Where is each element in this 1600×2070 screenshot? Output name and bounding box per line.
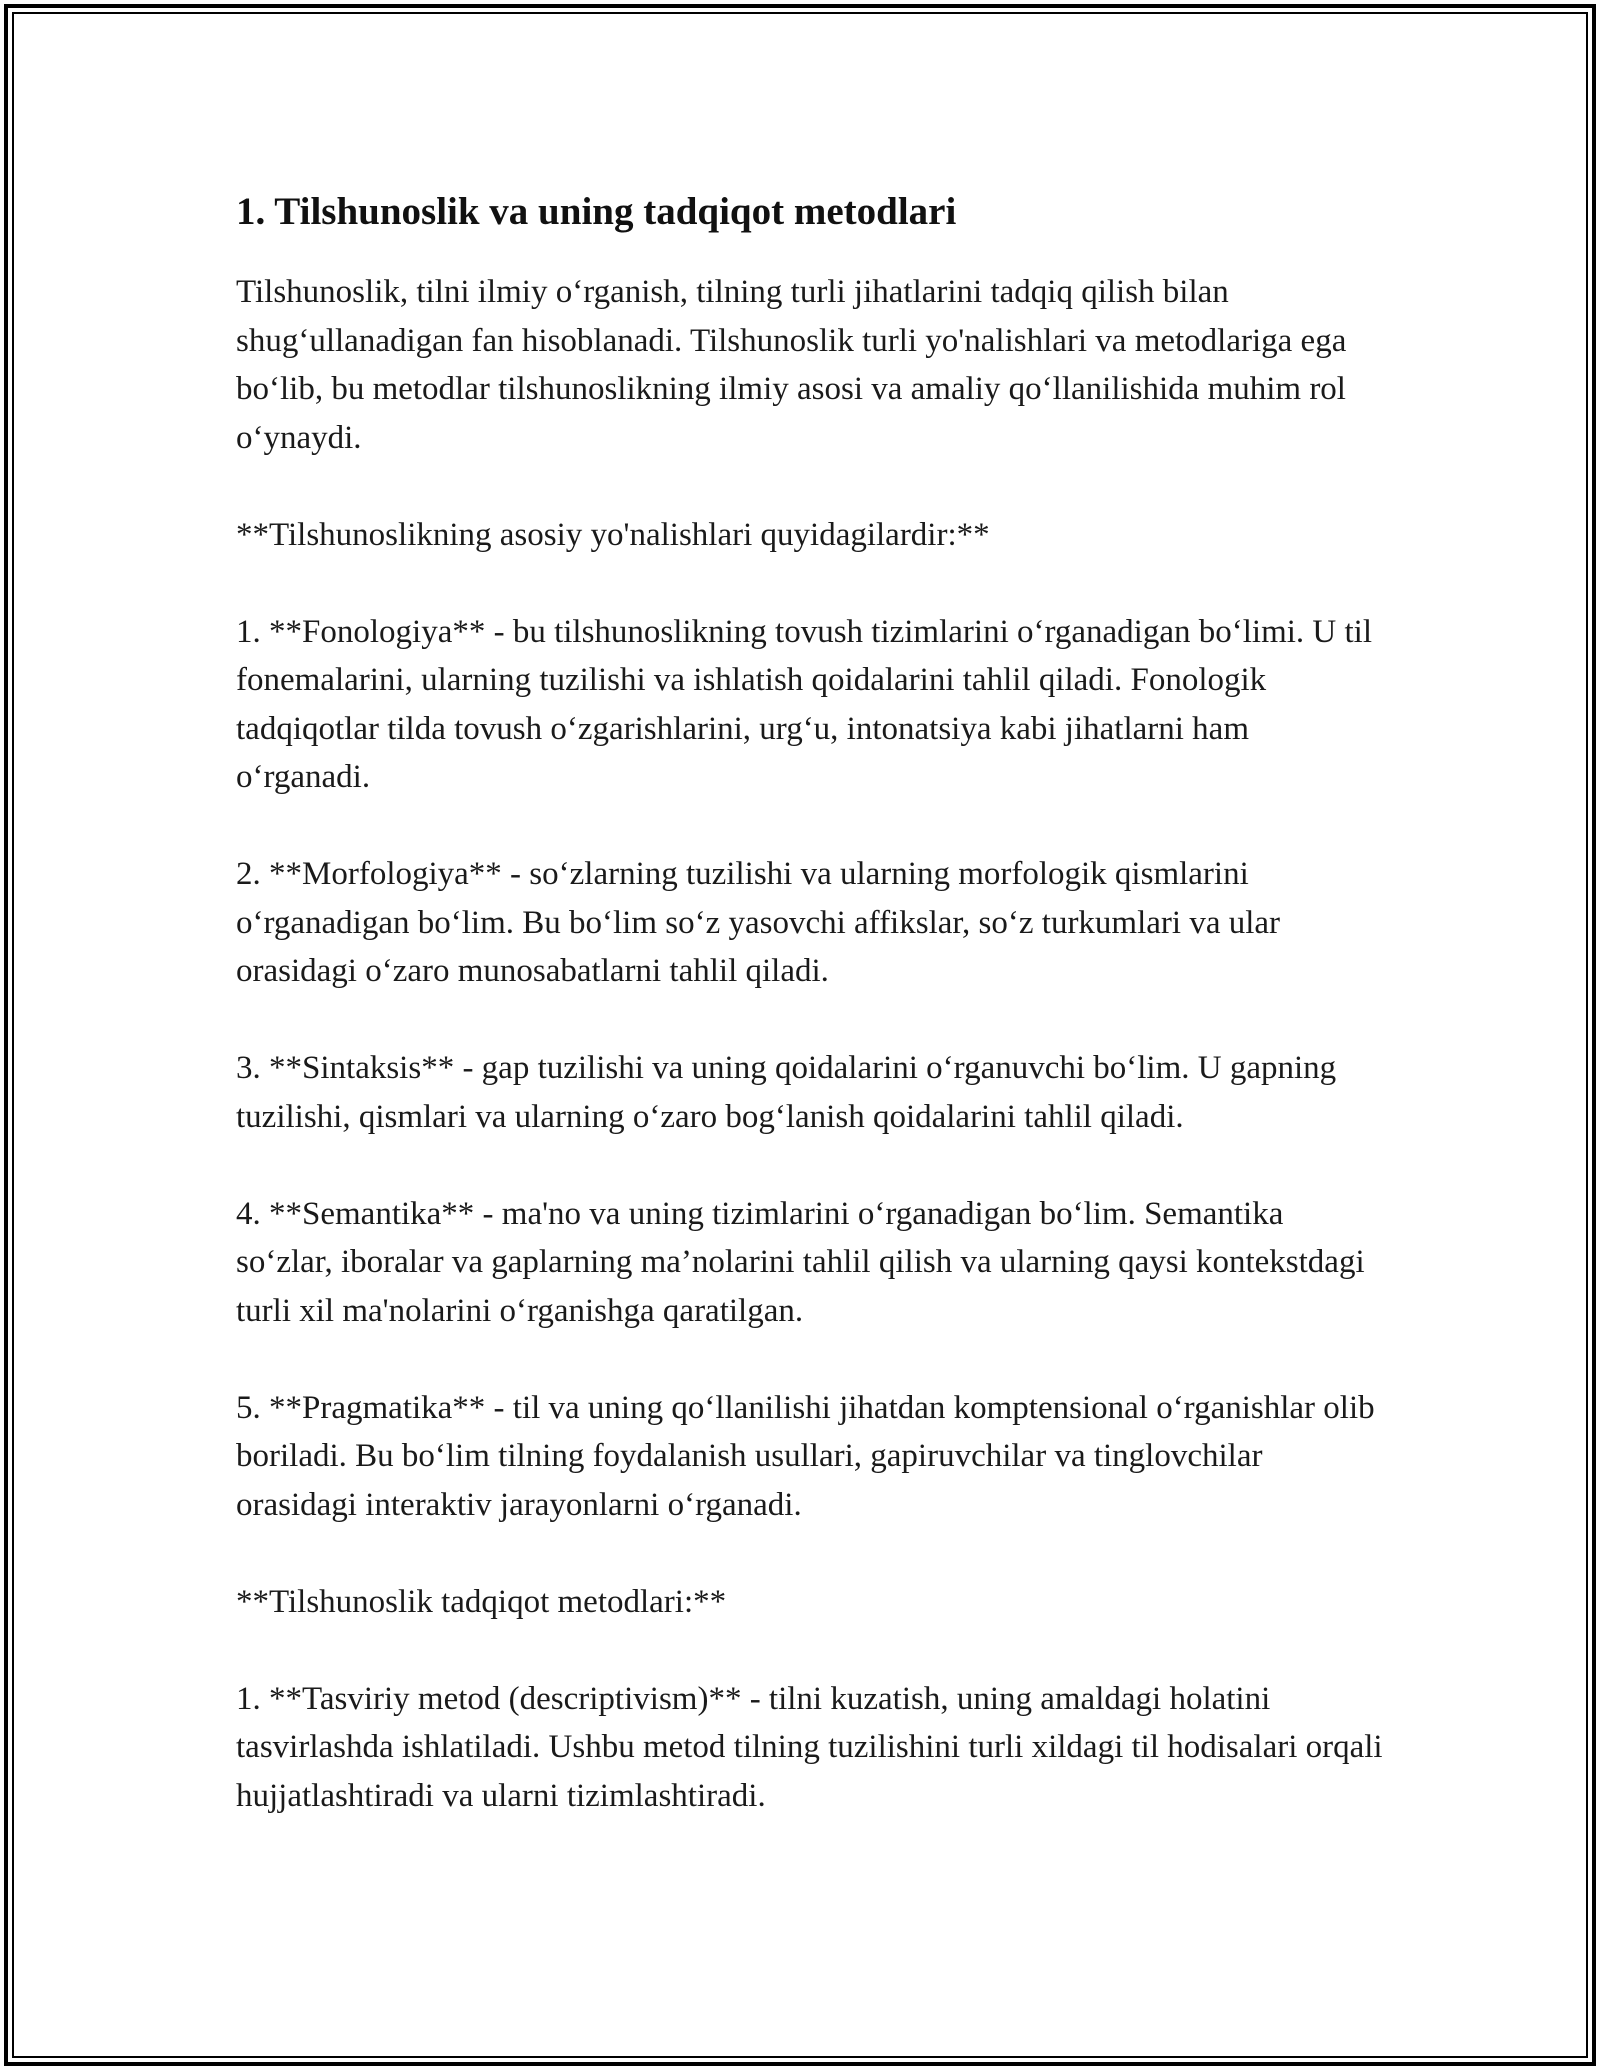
methods-subheading: **Tilshunoslik tadqiqot metodlari:** [236, 1583, 727, 1620]
section-heading: 1. Tilshunoslik va uning tadqiqot metodlari [236, 190, 957, 233]
paragraph-spacer [236, 462, 1386, 511]
paragraph-spacer [236, 996, 1386, 1045]
list-item-morphology: 2. **Morfologiya** - so‘zlarning tuzilishi va ularning morfologik qismlarini o‘rganadigan bo‘lim. Bu bo‘lim so‘z yasovchi affikslar, so‘z turkumlari va ular orasidagi o‘zaro munosabatlarni tahlil qiladi. [236, 856, 1281, 989]
list-item-phonology: 1. **Fonologiya** - bu tilshunoslikning tovush tizimlarini o‘rganadigan bo‘limi. U til fonemalarini, ularning tuzilishi va ishlatish qoidalarini tahlil qiladi. Fonologik tadqiqotlar tilda tovush o‘zgarishlarini, urg‘u, intonatsiya kabi jihatlarni ham o‘rganadi. [236, 613, 1372, 795]
list-item-descriptive-method: 1. **Tasviriy metod (descriptivism)** - tilni kuzatish, uning amaldagi holatini tasvirlashda ishlatiladi. Ushbu metod tilning tuzilishini turli xildagi til hodisalari orqali hujjatlashtiradi va ularni tizimlashtiradi. [236, 1680, 1383, 1814]
paragraph-spacer [236, 1529, 1386, 1578]
paragraph-spacer [236, 1626, 1386, 1675]
list-item-pragmatics: 5. **Pragmatika** - til va uning qo‘llanilishi jihatdan komptensional o‘rganishlar olib boriladi. Bu bo‘lim tilning foydalanish usullari, gapiruvchilar va tinglovchilar orasidagi interaktiv jarayonlarni o‘rganadi. [236, 1389, 1375, 1523]
paragraph-spacer [236, 559, 1386, 608]
document-body [236, 186, 1386, 1820]
paragraph-spacer [236, 1335, 1386, 1384]
list-item-syntax: 3. **Sintaksis** - gap tuzilishi va uning qoidalarini o‘rganuvchi bo‘lim. U gapning tuzilishi, qismlari va ularning o‘zaro bog‘lanish qoidalarini tahlil qiladi. [236, 1050, 1337, 1135]
intro-paragraph: Tilshunoslik, tilni ilmiy o‘rganish, tilning turli jihatlarini tadqiq qilish bilan shug‘ullanadigan fan hisoblanadi. Tilshunoslik turli yo'nalishlari va metodlariga ega bo‘lib, bu metodlar tilshunoslikning ilmiy asosi va amaliy qo‘llanilishida muhim rol o‘ynaydi. [236, 274, 1347, 456]
list-item-semantics: 4. **Semantika** - ma'no va uning tizimlarini o‘rganadigan bo‘lim. Semantika so‘zlar, iboralar va gaplarning ma’nolarini tahlil qilish va ularning qaysi kontekstdagi turli xil ma'nolarini o‘rganishga qaratilgan. [236, 1195, 1365, 1329]
paragraph-spacer [236, 1141, 1386, 1190]
paragraph-spacer [236, 802, 1386, 851]
directions-subheading: **Tilshunoslikning asosiy yo'nalishlari quyidagilardir:** [236, 516, 990, 553]
